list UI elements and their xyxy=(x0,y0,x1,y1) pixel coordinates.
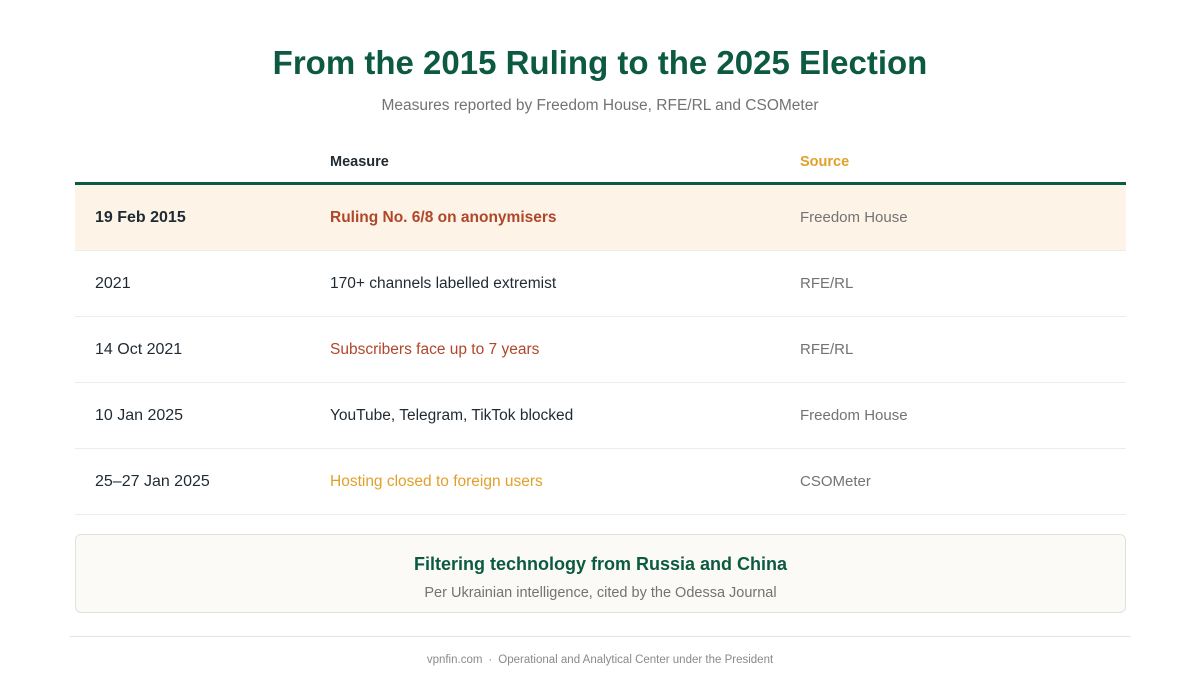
row-date: 19 Feb 2015 xyxy=(95,209,186,226)
footer-source: Operational and Analytical Center under the President xyxy=(498,654,774,666)
callout-title: Filtering technology from Russia and China xyxy=(413,554,788,574)
page-title: From the 2015 Ruling to the 2025 Election xyxy=(272,44,928,81)
footer-separator: · xyxy=(488,654,493,666)
table-row xyxy=(75,383,1126,449)
table-row xyxy=(75,251,1126,317)
page-subtitle: Measures reported by Freedom House, RFE/RL and CSOMeter xyxy=(381,97,819,114)
row-date: 25–27 Jan 2025 xyxy=(95,473,210,490)
row-measure: Hosting closed to foreign users xyxy=(330,473,543,490)
row-measure: 170+ channels labelled extremist xyxy=(330,275,557,292)
row-date: 14 Oct 2021 xyxy=(95,341,183,358)
footer xyxy=(0,654,1200,666)
row-source: Freedom House xyxy=(800,407,908,424)
table-row xyxy=(75,449,1126,515)
row-source: RFE/RL xyxy=(800,341,854,358)
table-row xyxy=(75,185,1126,251)
table-row xyxy=(75,317,1126,383)
row-date: 2021 xyxy=(95,275,131,292)
footer-divider xyxy=(70,636,1131,637)
table-header xyxy=(75,148,1126,185)
row-source: Freedom House xyxy=(800,209,908,226)
row-measure: YouTube, Telegram, TikTok blocked xyxy=(330,407,574,424)
row-source: CSOMeter xyxy=(800,473,871,490)
row-measure: Ruling No. 6/8 on anonymisers xyxy=(330,209,557,226)
callout-box xyxy=(75,534,1126,613)
row-measure: Subscribers face up to 7 years xyxy=(330,341,540,358)
row-source: RFE/RL xyxy=(800,275,854,292)
callout-subtitle: Per Ukrainian intelligence, cited by the Odessa Journal xyxy=(424,585,777,601)
footer-site: vpnfin.com xyxy=(426,654,483,666)
column-header-source: Source xyxy=(800,154,850,170)
column-header-measure: Measure xyxy=(330,154,389,170)
row-date: 10 Jan 2025 xyxy=(95,407,184,424)
timeline-table xyxy=(75,185,1126,515)
